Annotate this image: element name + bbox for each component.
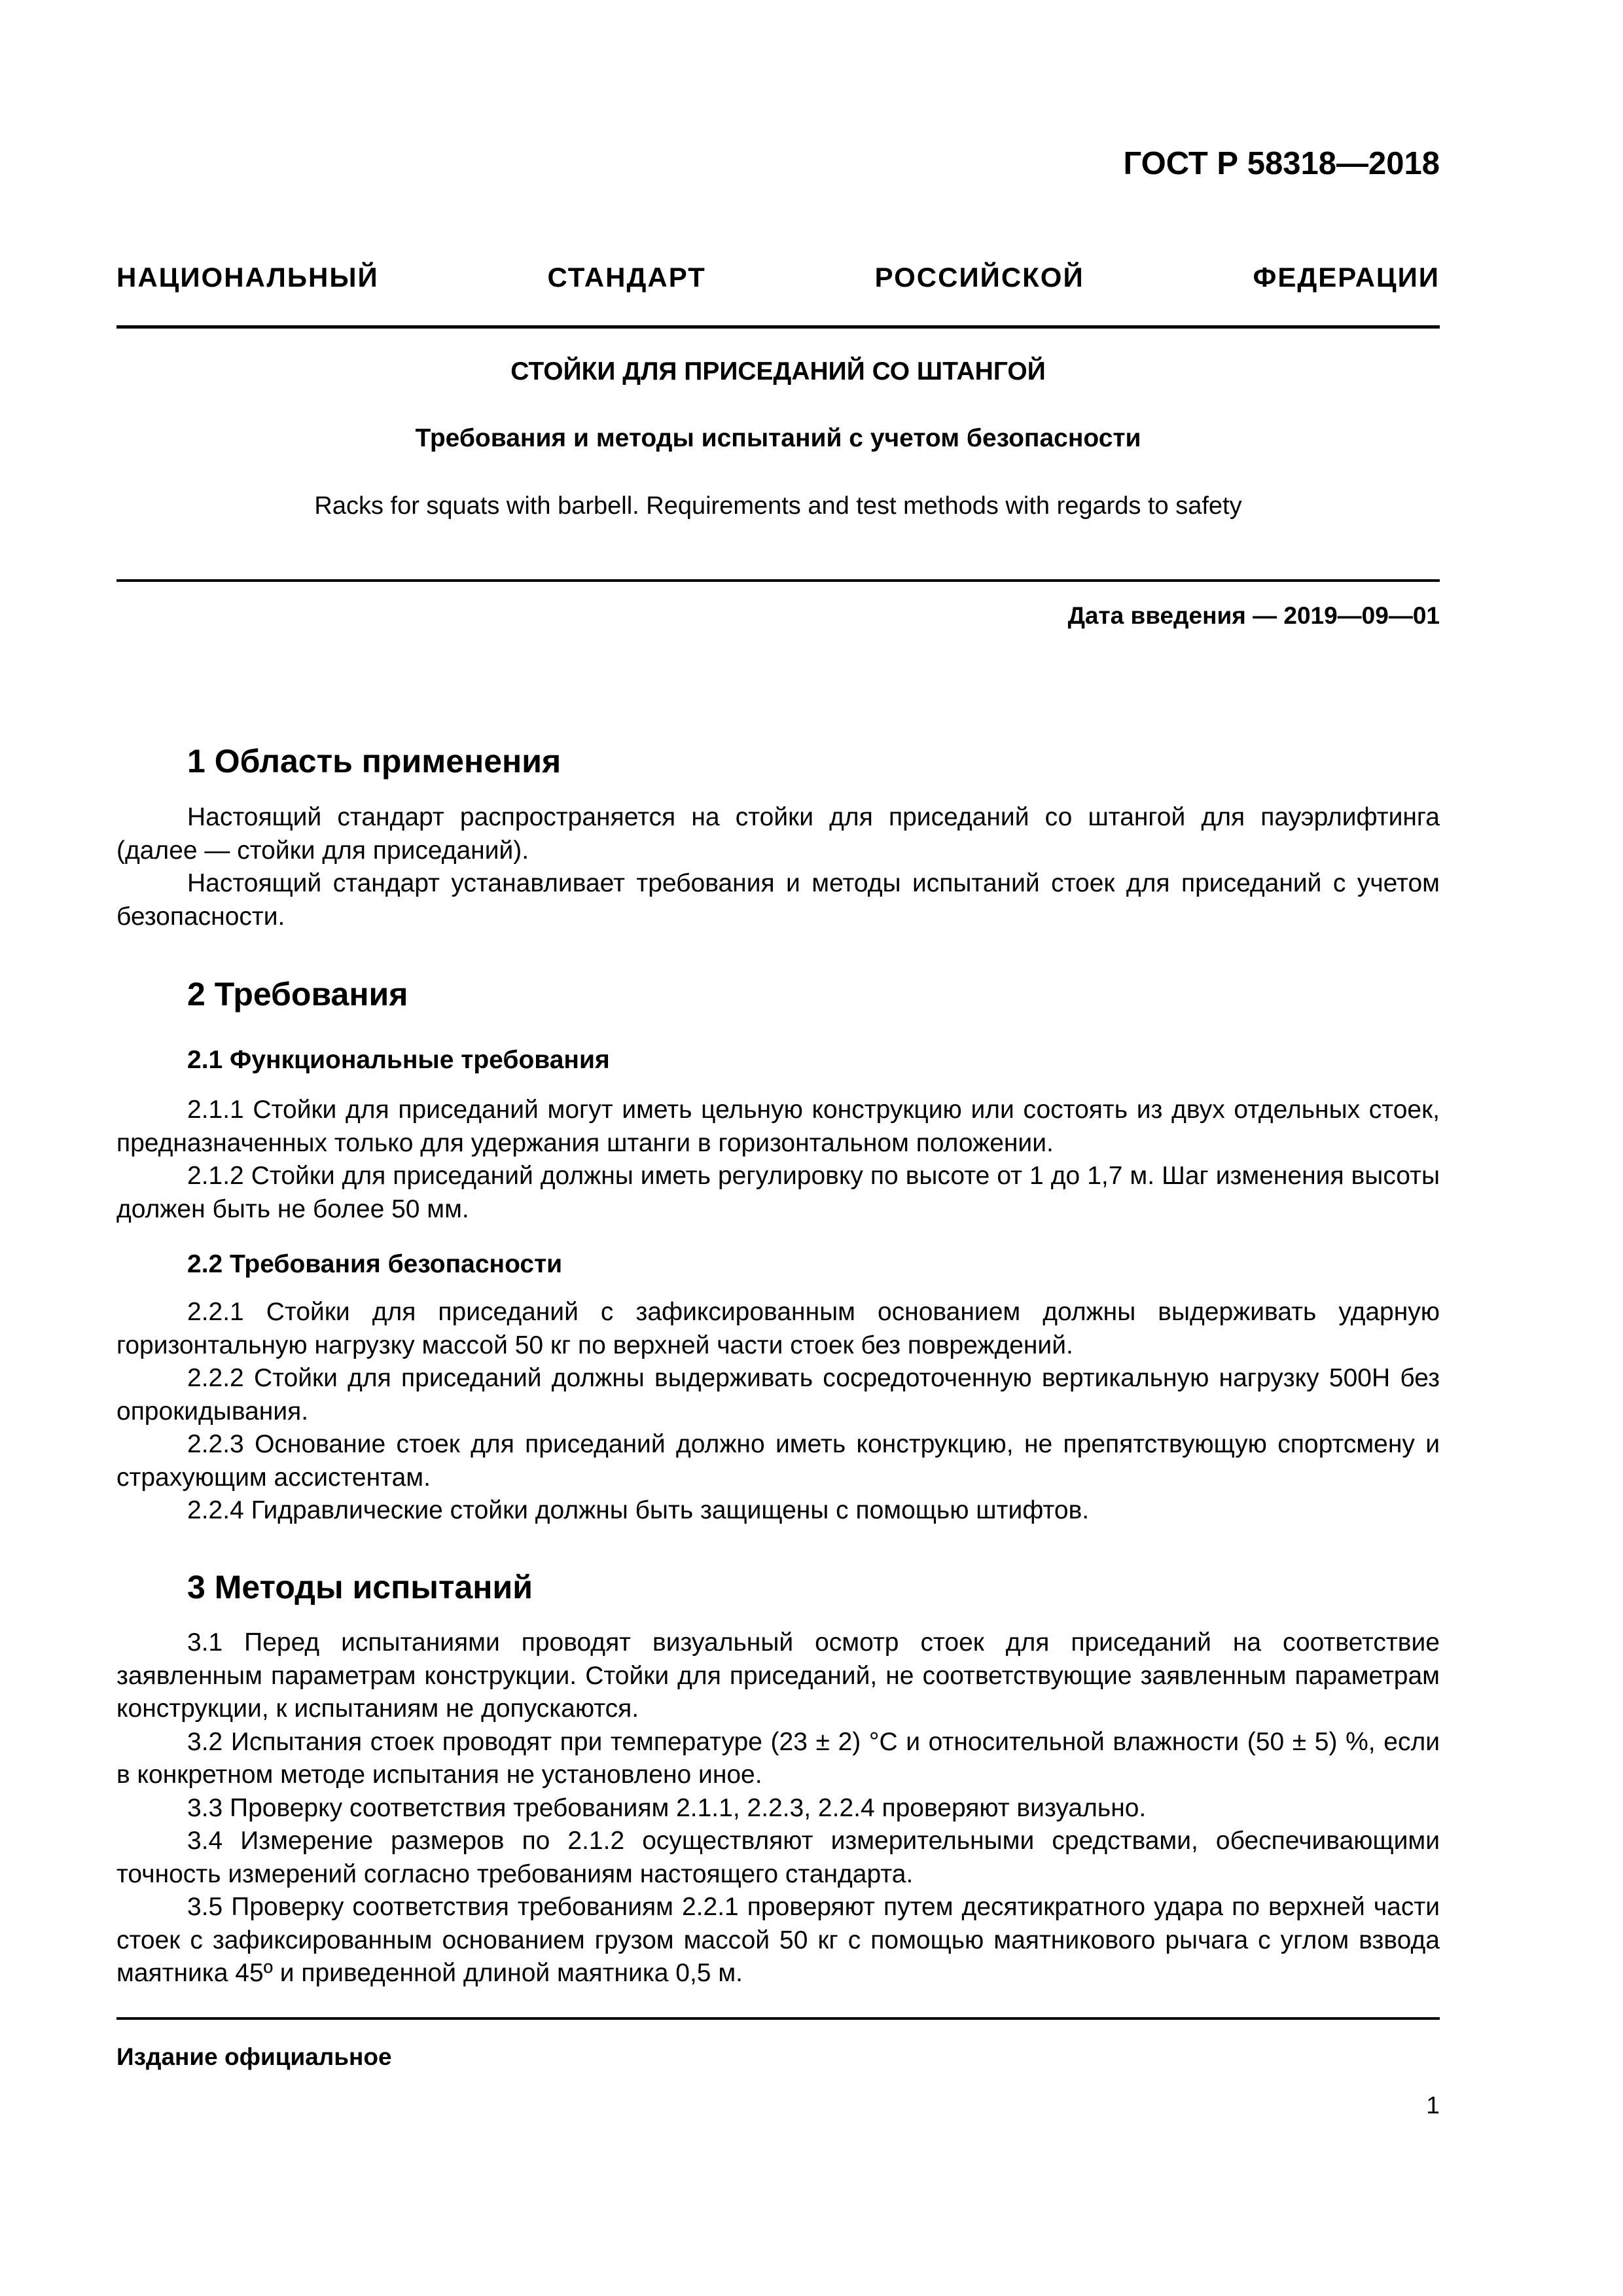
paragraph: Настоящий стандарт распространяется на стойки для приседаний со штангой для пауэрлифтинга (далее — стойки для приседаний).	[116, 803, 1440, 865]
gost-number: ГОСТ Р 58318—2018	[1123, 146, 1440, 181]
paragraph: 2.2.2 Стойки для приседаний должны выдерживать сосредоточенную вертикальную нагрузку 500Н без опрокидывания.	[116, 1364, 1440, 1426]
paragraph: 3.4 Измерение размеров по 2.1.2 осуществляют измерительными средствами, обеспечивающими точность измерений согласно требованиям настоящего стандарта.	[116, 1827, 1440, 1888]
subsection-2-2-body	[116, 1296, 1440, 1528]
paragraph: 2.2.4 Гидравлические стойки должны быть защищены с помощью штифтов.	[187, 1496, 1090, 1524]
paragraph: 2.2.1 Стойки для приседаний с зафиксированным основанием должны выдерживать ударную горизонтальную нагрузку массой 50 кг по верхней части стоек без повреждений.	[116, 1298, 1440, 1359]
document-title: СТОЙКИ ДЛЯ ПРИСЕДАНИЙ СО ШТАНГОЙ	[510, 357, 1046, 386]
section-1-body	[116, 801, 1440, 933]
subsection-2-2-heading: 2.2 Требования безопасности	[187, 1250, 563, 1278]
page-number: 1	[1426, 2092, 1440, 2119]
paragraph: 2.1.2 Стойки для приседаний должны иметь регулировку по высоте от 1 до 1,7 м. Шаг изменения высоты должен быть не более 50 мм.	[116, 1162, 1440, 1223]
paragraph: 2.1.1 Стойки для приседаний могут иметь цельную конструкцию или состоять из двух отдельных стоек, предназначенных только для удержания штанги в горизонтальном положении.	[116, 1096, 1440, 1157]
paragraph: 3.5 Проверку соответствия требованиям 2.2.1 проверяют путем десятикратного удара по верхней части стоек с зафиксированным основанием грузом массой 50 кг с помощью маятникового рычага с углом взвода маятника 45º и приведенной длиной маятника 0,5 м.	[116, 1893, 1440, 1987]
subsection-2-1-body	[116, 1094, 1440, 1226]
section-1-heading: 1 Область применения	[187, 743, 562, 780]
official-edition-label: Издание официальное	[116, 2043, 392, 2070]
paragraph: Настоящий стандарт устанавливает требования и методы испытаний стоек для приседаний с учетом безопасности.	[116, 869, 1440, 931]
introduction-date: Дата введения — 2019—09—01	[1067, 602, 1440, 629]
section-3-body	[116, 1626, 1440, 1990]
english-title: Racks for squats with barbell. Requirements and test methods with regards to safety	[314, 492, 1242, 520]
paragraph: 3.3 Проверку соответствия требованиям 2.1.1, 2.2.3, 2.2.4 проверяют визуально.	[187, 1793, 1147, 1822]
national-standard-banner: НАЦИОНАЛЬНЫЙ СТАНДАРТ РОССИЙСКОЙ ФЕДЕРАЦИИ	[116, 262, 1440, 293]
subsection-2-1-heading: 2.1 Функциональные требования	[187, 1046, 610, 1074]
footer-rule	[116, 2017, 1440, 2020]
header-rule	[116, 325, 1440, 329]
section-2-heading: 2 Требования	[187, 976, 408, 1013]
paragraph: 3.1 Перед испытаниями проводят визуальный осмотр стоек для приседаний на соответствие заявленным параметрам конструкции. Стойки для приседаний, не соответствующие заявленным параметрам конструкции, к испытаниям не допускаются.	[116, 1628, 1440, 1723]
title-rule	[116, 579, 1440, 582]
section-3-heading: 3 Методы испытаний	[187, 1569, 533, 1605]
document-page	[116, 0, 1440, 2296]
paragraph: 2.2.3 Основание стоек для приседаний должно иметь конструкцию, не препятствующую спортсмену и страхующим ассистентам.	[116, 1430, 1440, 1492]
document-subtitle: Требования и методы испытаний с учетом безопасности	[415, 424, 1141, 452]
paragraph: 3.2 Испытания стоек проводят при температуре (23 ± 2) °С и относительной влажности (50 ± 5) %, если в конкретном методе испытания не установлено иное.	[116, 1727, 1440, 1789]
